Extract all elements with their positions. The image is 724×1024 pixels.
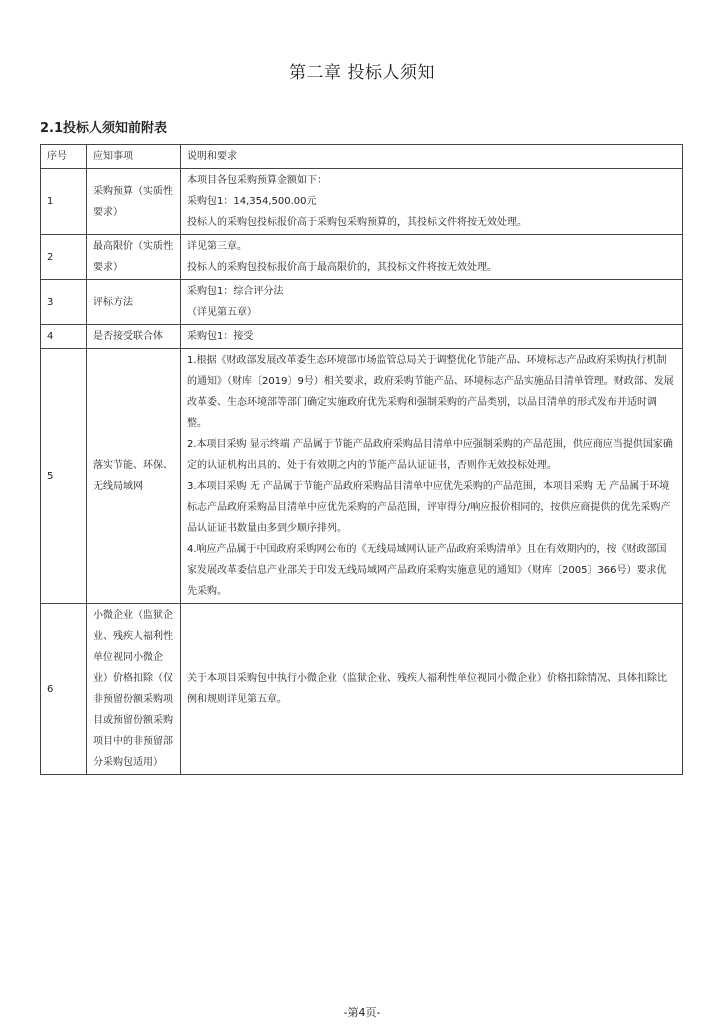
row-no: 2 xyxy=(41,235,87,280)
section-title: 2.1投标人须知前附表 xyxy=(40,121,168,136)
row-no: 6 xyxy=(41,604,87,775)
row-no: 5 xyxy=(41,349,87,604)
requirement-paragraph: 1.根据《财政部发展改革委生态环境部市场监管总局关于调整优化节能产品、环境标志产品政府采购执行机制的通知》（财库〔2019〕9号）相关要求，政府采购节能产品、环境标志产品实施品目清单管理。财政部、发展改革委、生态环境部等部门确定实施政府优先采购和强制采购的产品类别，以品目清单的形式发布并适时调整。 xyxy=(187,355,674,429)
table-row xyxy=(41,604,683,775)
table-row xyxy=(41,235,683,280)
requirement-line: （详见第五章） xyxy=(187,307,257,318)
row-requirements xyxy=(181,325,683,349)
requirement-line: 采购包1：14,354,500.00元 xyxy=(187,196,317,207)
table-row xyxy=(41,169,683,235)
requirement-paragraph: 4.响应产品属于中国政府采购网公布的《无线局域网认证产品政府采购清单》且在有效期内的，按《财政部国家发展改革委信息产业部关于印发无线局域网产品政府采购实施意见的通知》（财库〔2005〕366号）要求优先采购。 xyxy=(187,544,667,597)
row-no: 3 xyxy=(41,280,87,325)
row-item: 是否接受联合体 xyxy=(87,325,181,349)
requirement-line: 采购包1：接受 xyxy=(187,331,254,342)
requirement-line: 投标人的采购包投标报价高于最高限价的，其投标文件将按无效处理。 xyxy=(187,262,497,273)
row-no: 4 xyxy=(41,325,87,349)
row-item: 小微企业（监狱企业、残疾人福利性单位视同小微企业）价格扣除（仅非预留份额采购项目或预留份额采购项目中的非预留部分采购包适用） xyxy=(87,604,181,775)
header-item: 应知事项 xyxy=(87,145,181,169)
bidder-notice-table xyxy=(40,144,683,775)
requirement-line: 详见第三章。 xyxy=(187,241,247,252)
table-row xyxy=(41,280,683,325)
page-number: -第4页- xyxy=(343,1006,381,1019)
chapter-title: 第二章 投标人须知 xyxy=(289,63,435,83)
table-row xyxy=(41,349,683,604)
header-requirements: 说明和要求 xyxy=(181,145,683,169)
row-requirements xyxy=(181,280,683,325)
requirement-paragraph: 2.本项目采购 显示终端 产品属于节能产品政府采购品目清单中应强制采购的产品范围，供应商应当提供国家确定的认证机构出具的、处于有效期之内的节能产品认证证书，否则作无效投标处理。 xyxy=(187,439,673,471)
row-requirements xyxy=(181,604,683,775)
row-item: 评标方法 xyxy=(87,280,181,325)
row-item: 落实节能、环保、无线局域网 xyxy=(87,349,181,604)
row-no: 1 xyxy=(41,169,87,235)
row-item: 采购预算（实质性要求） xyxy=(87,169,181,235)
requirement-line: 投标人的采购包投标报价高于采购包采购预算的，其投标文件将按无效处理。 xyxy=(187,217,527,228)
requirement-paragraph: 3.本项目采购 无 产品属于节能产品政府采购品目清单中应优先采购的产品范围，本项目采购 无 产品属于环境标志产品政府采购品目清单中应优先采购的产品范围，评审得分/响应报价相同的，按供应商提供的优先采购产品认证证书数量由多到少顺序排列。 xyxy=(187,481,671,534)
requirement-line: 本项目各包采购预算金额如下： xyxy=(187,175,327,186)
row-item: 最高限价（实质性要求） xyxy=(87,235,181,280)
row-requirements xyxy=(181,235,683,280)
row-requirements xyxy=(181,169,683,235)
table-header-row xyxy=(41,145,683,169)
header-no: 序号 xyxy=(41,145,87,169)
requirement-paragraph: 关于本项目采购包中执行小微企业（监狱企业、残疾人福利性单位视同小微企业）价格扣除情况、具体扣除比例和规则详见第五章。 xyxy=(187,673,667,705)
table-row xyxy=(41,325,683,349)
row-requirements xyxy=(181,349,683,604)
requirement-line: 采购包1：综合评分法 xyxy=(187,286,284,297)
